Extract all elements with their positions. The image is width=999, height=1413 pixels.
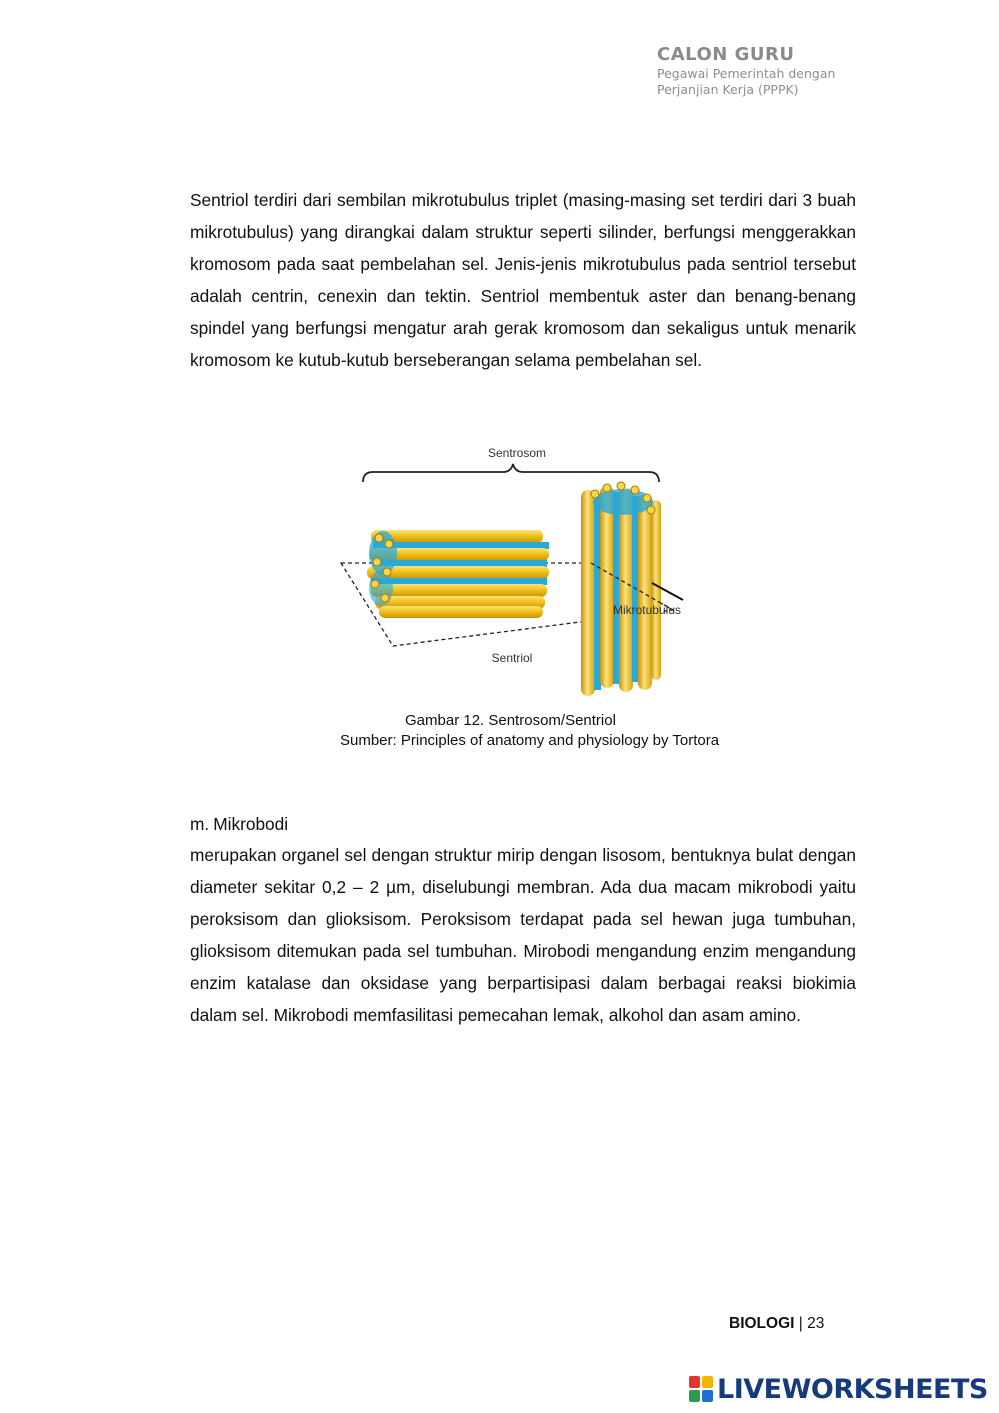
mikrobodi-paragraph: merupakan organel sel dengan struktur mirip dengan lisosom, bentuknya bulat dengan diameter sekitar 0,2 – 2 µm, diselubungi membran. Ada dua macam mikrobodi yaitu peroksisom dan glioksisom. Peroksisom terdapat pada sel hewan juga tumbuhan, glioksisom ditemukan pada sel tumbuhan. Mirobodi mengandung enzim mengandung enzim katalase dan oksidase yang berpartisipasi dalam berbagai reaksi biokimia dalam sel. Mikrobodi memfasilitasi pemecahan lemak, alkohol dan asam amino. (190, 845, 856, 1025)
header-subtitle-line2: Perjanjian Kerja (PPPK) (657, 82, 799, 97)
header-subtitle-line1: Pegawai Pemerintah dengan (657, 66, 836, 81)
liveworksheets-logo-icon (689, 1376, 713, 1402)
liveworksheets-text: LIVEWORKSHEETS (717, 1373, 988, 1405)
figure-source: Sumber: Principles of anatomy and physiology by Tortora (340, 732, 720, 749)
brace-shape (363, 464, 659, 482)
header-brand: CALON GURU (657, 44, 795, 65)
page-footer (729, 1314, 824, 1334)
figure-caption: Gambar 12. Sentrosom/Sentriol (405, 712, 616, 729)
label-sentrosom: Sentrosom (487, 446, 547, 460)
section-letter: m. (190, 814, 210, 834)
section-title: Mikrobodi (213, 814, 289, 834)
section-heading (190, 812, 288, 836)
vertical-centriole (581, 482, 661, 696)
centrosome-illustration (333, 438, 681, 698)
centrosome-figure (333, 438, 681, 698)
page-header (657, 44, 977, 98)
footer-separator: | (794, 1315, 808, 1332)
intro-paragraph: Sentriol terdiri dari sembilan mikrotubulus triplet (masing-masing set terdiri dari 3 buah mikrotubulus) yang dirangkai dalam struktur seperti silinder, berfungsi menggerakkan kromosom pada saat pembelahan sel. Jenis-jenis mikrotubulus pada sentriol tersebut adalah centrin, cenexin dan tektin. Sentriol membentuk aster dan benang-benang spindel yang berfungsi mengatur arah gerak kromosom dan sekaligus untuk menarik kromosom ke kutub-kutub berseberangan selama pembelahan sel. (190, 190, 856, 370)
label-sentriol: Sentriol (491, 651, 533, 665)
horizontal-centriole (367, 530, 549, 618)
page-number: 23 (807, 1315, 825, 1332)
footer-subject: BIOLOGI (729, 1315, 795, 1332)
label-mikrotubulus: Mikrotubulus (612, 603, 681, 617)
liveworksheets-watermark (689, 1372, 988, 1406)
